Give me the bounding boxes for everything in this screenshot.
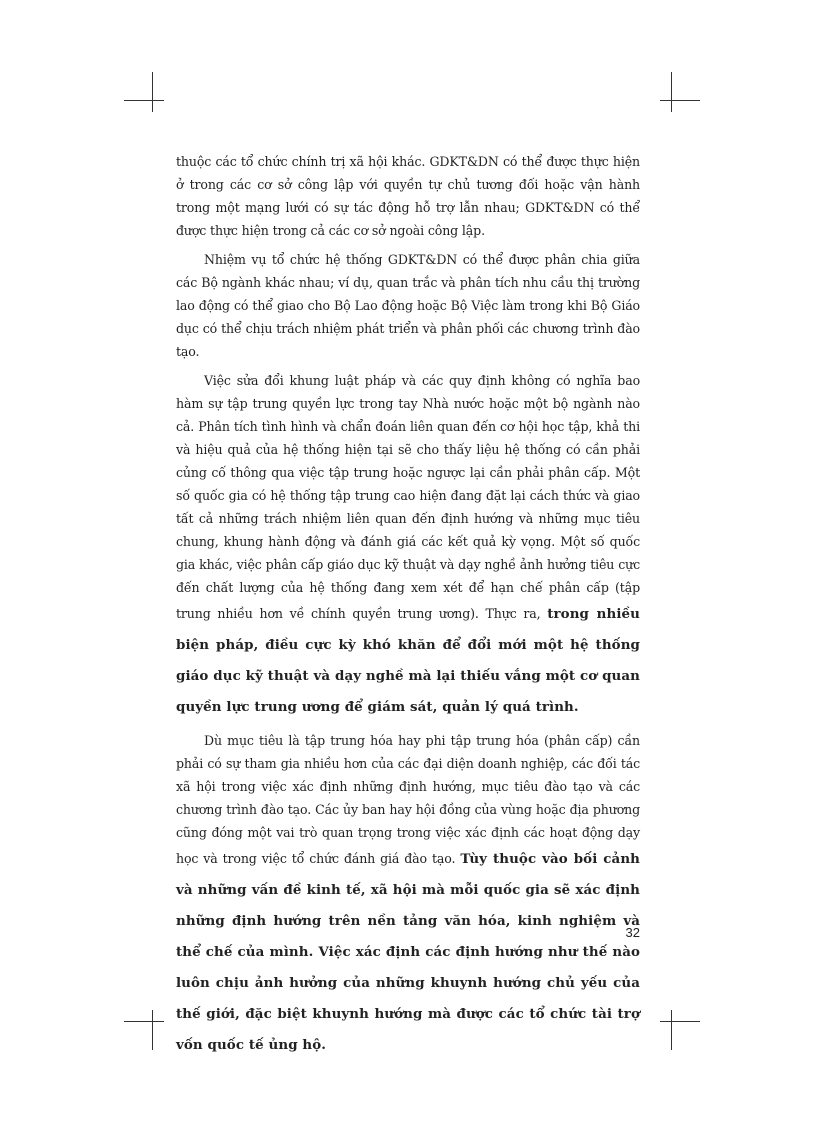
paragraph-4 xyxy=(176,729,640,1061)
paragraph-2 xyxy=(176,248,640,363)
paragraph-4-text: Dù mục tiêu là tập trung hóa hay phi tập trung hóa (phân cấp) cần phải có sự tham gia nhiều hơn của các đại diện doanh nghiệp, các đối tác xã hội trong việc xác định những định hướng, mục tiêu đào tạo và các chương trình đào tạo. Các ủy ban hay hội đồng của vùng hoặc địa phương cũng đóng một vai trò quan trọng trong việc xác định các hoạt động dạy học và trong việc tổ chức đánh giá đào tạo. xyxy=(176,733,640,866)
crop-mark-top-right xyxy=(660,72,700,112)
body-text xyxy=(176,150,640,1067)
paragraph-4-bold-text: Tùy thuộc vào bối cảnh và những vấn đề kinh tế, xã hội mà mỗi quốc gia sẽ xác định những định hướng trên nền tảng văn hóa, kinh nghiệm và thể chế của mình. Việc xác định các định hướng như thế nào luôn chịu ảnh hưởng của những khuynh hướng chủ yếu của thế giới, đặc biệt khuynh hướng mà được các tổ chức tài trợ vốn quốc tế ủng hộ. xyxy=(176,851,640,1053)
crop-mark-top-left xyxy=(124,72,164,112)
crop-mark-bottom-right xyxy=(660,1010,700,1050)
crop-mark-bottom-left xyxy=(124,1010,164,1050)
paragraph-1-text: thuộc các tổ chức chính trị xã hội khác. GDKT&DN có thể được thực hiện ở trong các cơ sở công lập với quyền tự chủ tương đối hoặc vận hành trong một mạng lưới có sự tác động hỗ trợ lẫn nhau; GDKT&DN có thể được thực hiện trong cả các cơ sở ngoài công lập. xyxy=(176,154,640,238)
paragraph-3-bold-text: trong nhiều biện pháp, điều cực kỳ khó khăn để đổi mới một hệ thống giáo dục kỹ thuật và dạy nghề mà lại thiếu vắng một cơ quan quyền lực trung ương để giám sát, quản lý quá trình. xyxy=(176,606,640,715)
paragraph-3 xyxy=(176,369,640,723)
paragraph-2-text: Nhiệm vụ tổ chức hệ thống GDKT&DN có thể được phân chia giữa các Bộ ngành khác nhau; ví dụ, quan trắc và phân tích nhu cầu thị trường lao động có thể giao cho Bộ Lao động hoặc Bộ Việc làm trong khi Bộ Giáo dục có thể chịu trách nhiệm phát triển và phân phối các chương trình đào tạo. xyxy=(176,252,640,359)
page-number: 32 xyxy=(625,925,640,940)
paragraph-1 xyxy=(176,150,640,242)
paragraph-3-text: Việc sửa đổi khung luật pháp và các quy định không có nghĩa bao hàm sự tập trung quyền lực trong tay Nhà nước hoặc một bộ ngành nào cả. Phân tích tình hình và chẩn đoán liên quan đến cơ hội học tập, khả thi và hiệu quả của hệ thống hiện tại sẽ cho thấy liệu hệ thống có cần phải củng cố thông qua việc tập trung hoặc ngược lại cần phải phân cấp. Một số quốc gia có hệ thống tập trung cao hiện đang đặt lại cách thức và giao tất cả những trách nhiệm liên quan đến định hướng và những mục tiêu chung, khung hành động và đánh giá các kết quả kỳ vọng. Một số quốc gia khác, việc phân cấp giáo dục kỹ thuật và dạy nghề ảnh hưởng tiêu cực đến chất lượng của hệ thống đang xem xét để hạn chế phân cấp (tập trung nhiều hơn về chính quyền trung ương). Thực ra, xyxy=(176,373,640,621)
